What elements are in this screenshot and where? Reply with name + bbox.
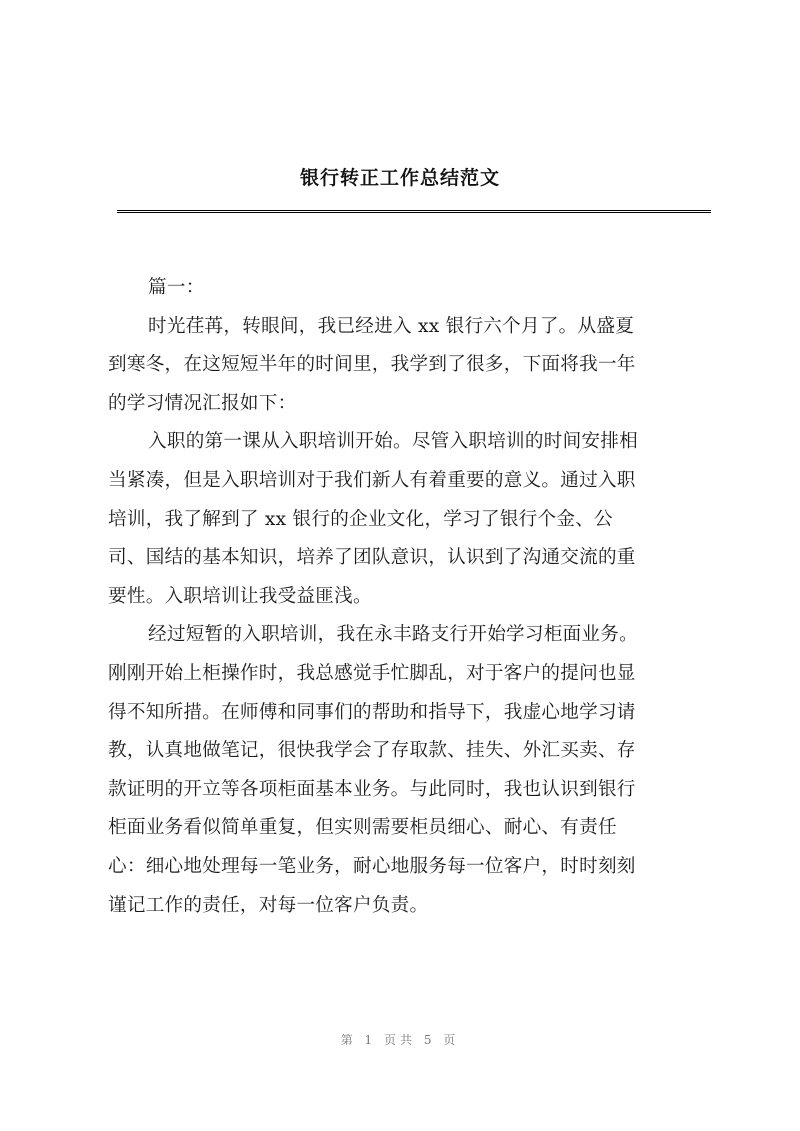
paragraph-line: 经过短暂的入职培训，我在永丰路支行开始学习柜面业务。 bbox=[148, 624, 638, 646]
paragraph-line: 要性。入职培训让我受益匪浅。 bbox=[108, 585, 372, 607]
page-number: 第 1 页共 5 页 bbox=[340, 1033, 460, 1047]
paragraph-line: 心：细心地处理每一笔业务，耐心地服务每一位客户，时时刻刻 bbox=[108, 855, 636, 877]
paragraph-line: 司、国结的基本知识，培养了团队意识，认识到了沟通交流的重 bbox=[108, 547, 636, 569]
paragraph-line: 当紧凑，但是入职培训对于我们新人有着重要的意义。通过入职 bbox=[108, 469, 636, 491]
paragraph-line: 的学习情况汇报如下： bbox=[108, 392, 297, 414]
paragraph-line: 款证明的开立等各项柜面基本业务。与此同时，我也认识到银行 bbox=[108, 778, 636, 800]
paragraph-line: 谨记工作的责任，对每一位客户负责。 bbox=[108, 894, 429, 916]
paragraph-line: 入职的第一课从入职培训开始。尽管入职培训的时间安排相 bbox=[148, 431, 638, 453]
page-title: 银行转正工作总结范文 bbox=[299, 167, 500, 189]
section-heading: 篇一： bbox=[148, 277, 205, 298]
title-divider bbox=[117, 210, 711, 213]
document-body bbox=[108, 269, 712, 925]
paragraph-line: 刚刚开始上柜操作时，我总感觉手忙脚乱，对于客户的提问也显 bbox=[108, 662, 636, 684]
paragraph-line: 到寒冬，在这短短半年的时间里，我学到了很多，下面将我一年 bbox=[108, 354, 636, 376]
paragraph-line: 时光荏苒，转眼间，我已经进入 xx 银行六个月了。从盛夏 bbox=[148, 315, 635, 337]
paragraph-line: 柜面业务看似简单重复，但实则需要柜员细心、耐心、有责任 bbox=[108, 817, 617, 839]
paragraph-line: 培训，我了解到了 xx 银行的企业文化，学习了银行个金、公 bbox=[108, 508, 613, 530]
paragraph-line: 得不知所措。在师傅和同事们的帮助和指导下，我虚心地学习请 bbox=[108, 701, 636, 723]
paragraph-line: 教，认真地做笔记，很快我学会了存取款、挂失、外汇买卖、存 bbox=[108, 740, 636, 762]
